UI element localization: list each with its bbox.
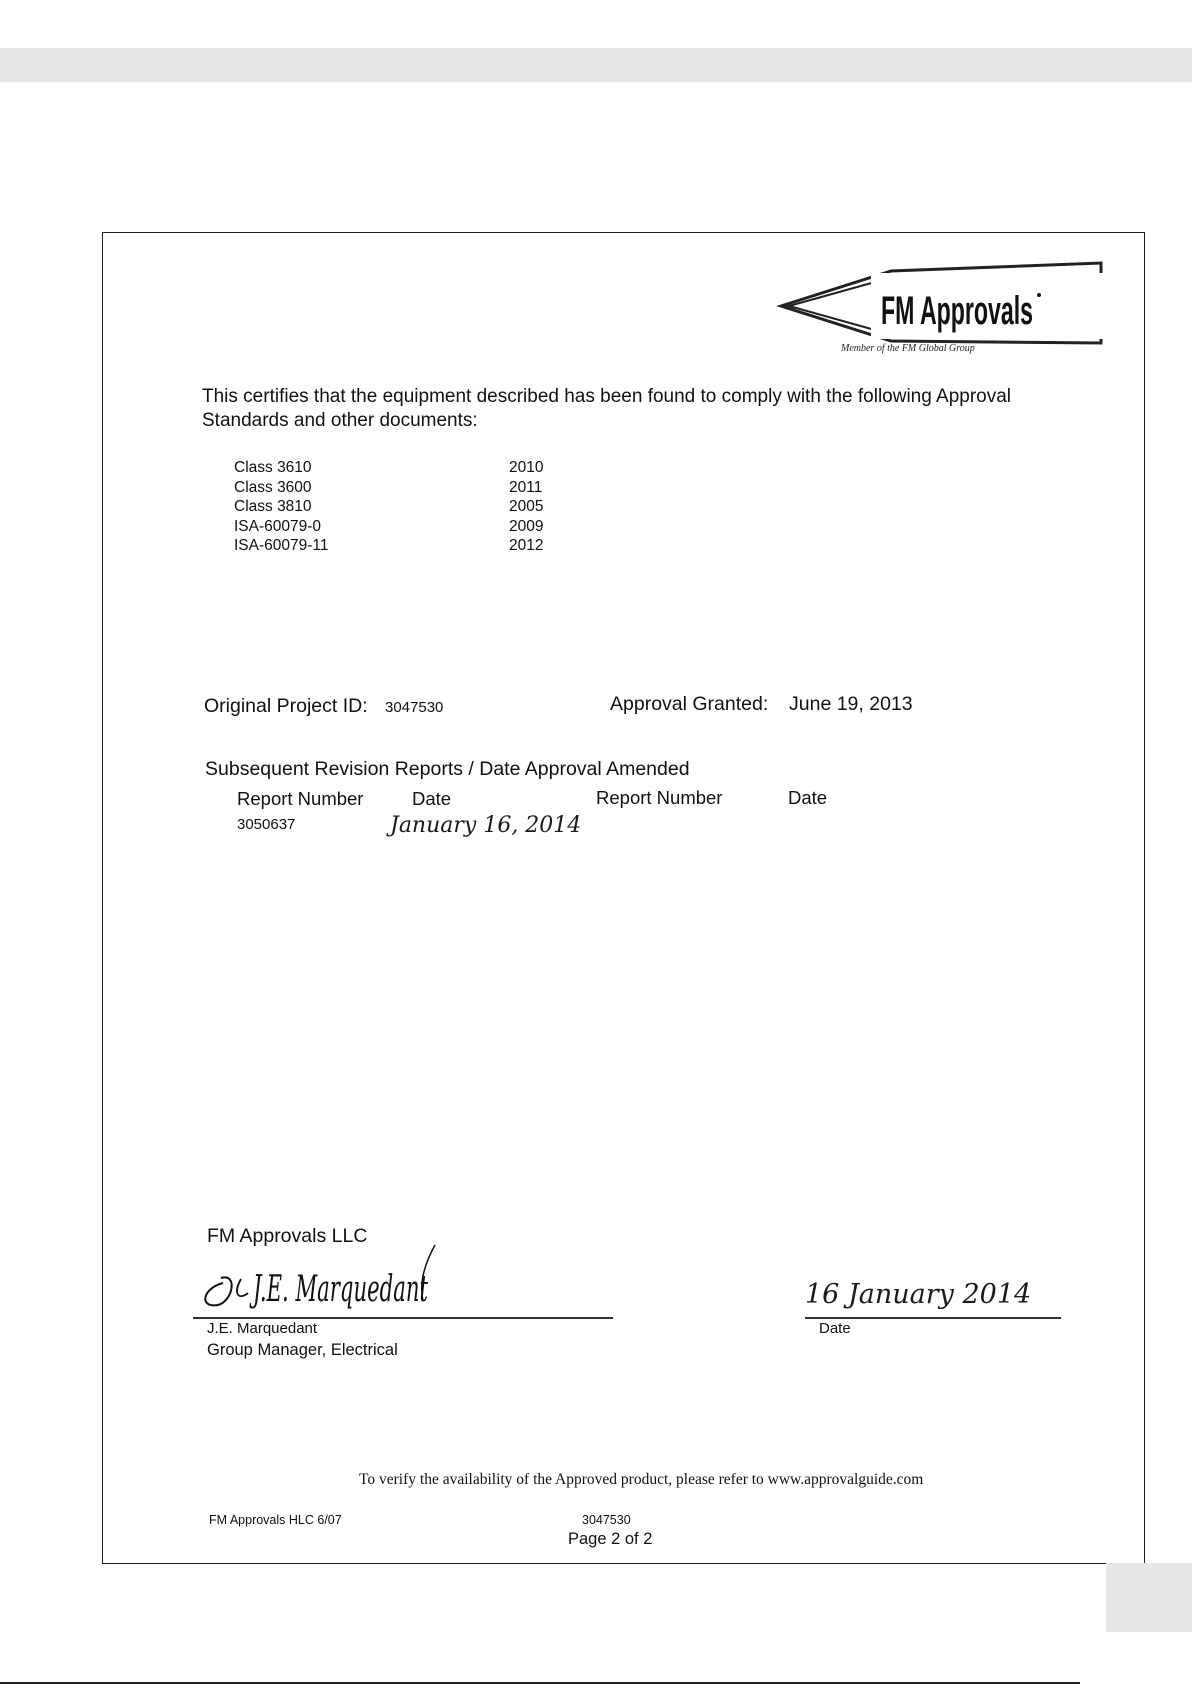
revision-report-number: 3050637 (237, 816, 296, 833)
revisions-heading: Subsequent Revision Reports / Date Approval Amended (205, 758, 690, 780)
signer-signature (193, 1243, 493, 1321)
original-project-id: 3047530 (385, 699, 444, 716)
standard-year: 2010 (509, 459, 544, 476)
certificate-page (102, 232, 1145, 1564)
revisions-col-report-number-2: Report Number (596, 787, 723, 808)
standard-name: Class 3810 (234, 498, 312, 515)
revision-date-handwritten: January 16, 2014 (390, 813, 582, 838)
bottom-rule (0, 1682, 1080, 1684)
approval-granted-date: June 19, 2013 (789, 693, 913, 715)
original-project-label: Original Project ID: (204, 695, 368, 717)
revisions-col-date: Date (412, 788, 452, 809)
standard-year: 2011 (509, 478, 543, 496)
form-identifier: FM Approvals HLC 6/07 (209, 1513, 342, 1527)
revisions-col-date-2: Date (788, 787, 828, 808)
standard-name: ISA-60079-11 (234, 537, 329, 554)
standard-year: 2005 (509, 498, 544, 515)
standard-name: Class 3610 (234, 459, 312, 476)
signer-name: J.E. Marquedant (207, 1320, 318, 1337)
signer-title: Group Manager, Electrical (207, 1341, 398, 1359)
top-header-band (0, 48, 1192, 82)
standard-name: Class 3600 (234, 478, 312, 496)
standard-year: 2012 (509, 537, 544, 554)
date-label: Date (819, 1320, 851, 1337)
signature-date-handwritten: 16 January 2014 (805, 1279, 1032, 1310)
verification-note: To verify the availability of the Approved product, please refer to www.approvalguide.com (359, 1471, 924, 1488)
svg-text:J.E. Marquedant: J.E. Marquedant (248, 1269, 429, 1310)
corner-tab (1106, 1563, 1192, 1632)
standard-name: ISA-60079-0 (234, 517, 322, 535)
revisions-col-report-number: Report Number (237, 788, 364, 809)
date-line (805, 1317, 1061, 1319)
standard-year: 2009 (509, 517, 544, 535)
page-number: Page 2 of 2 (568, 1530, 653, 1548)
fm-approvals-logo (771, 251, 1111, 351)
logo-tagline: Member of the FM Global Group (841, 343, 975, 354)
logo-wordmark: FM Approvals (881, 289, 1033, 333)
document-number: 3047530 (582, 1513, 631, 1527)
certification-statement: This certifies that the equipment described has been found to comply with the following Approval Standards and other documents: (202, 386, 1012, 431)
approval-granted-label: Approval Granted: (610, 693, 769, 715)
company-name: FM Approvals LLC (207, 1225, 368, 1247)
signature-line (193, 1317, 613, 1319)
